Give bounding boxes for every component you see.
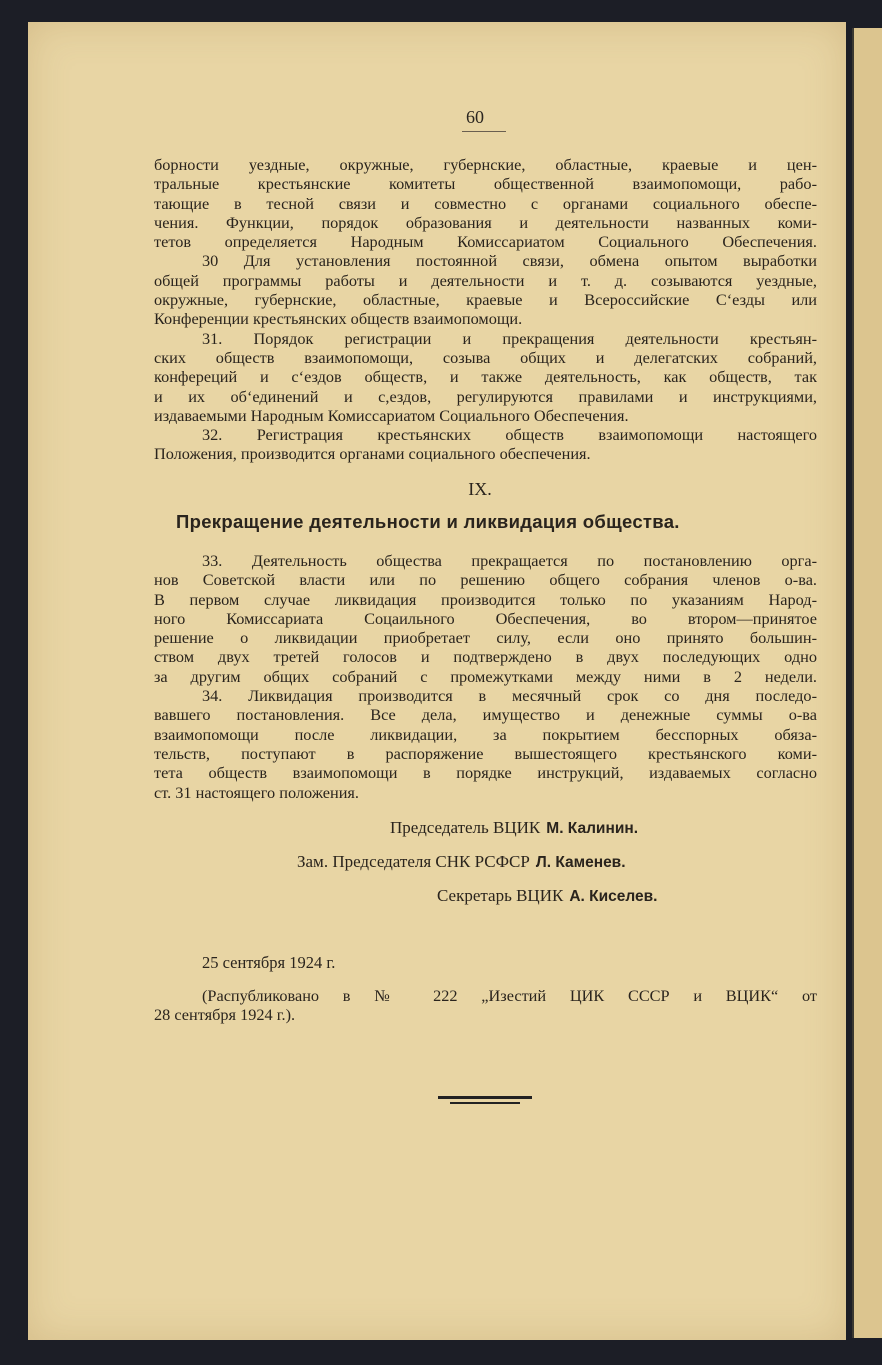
publication-line: (Распубликовано в № 222 „Изестий ЦИК СССР и ВЦИК“ от bbox=[202, 986, 817, 1005]
text-line: взаимопомощи после ликвидации, за покрытием бесспорных обяза- bbox=[154, 724, 817, 744]
text-line: окружные, губернские, областные, краевые и Всероссийские С‘езды или bbox=[154, 290, 817, 310]
text-line: тающие в тесной связи и совместно с органами социального обеспе- bbox=[154, 193, 817, 213]
text-line: решение о ликвидации приобретает силу, если оно принято большин- bbox=[154, 628, 817, 648]
text-line: конфереций и с‘ездов обществ, и также деятельность, как обществ, так bbox=[154, 367, 817, 387]
text-line: ст. 31 настоящего положения. bbox=[154, 782, 359, 802]
text-line: вавшего постановления. Все дела, имущество и денежные суммы о-ва bbox=[154, 705, 817, 725]
signature-role: Зам. Председателя СНК РСФСР bbox=[297, 852, 530, 871]
text-line: 30 Для установления постоянной связи, обмена опытом выработки bbox=[202, 251, 817, 271]
text-line: общей программы работы и деятельности и т. д. созываются уездные, bbox=[154, 270, 817, 290]
signature-name: М. Калинин. bbox=[546, 820, 639, 837]
next-page-edge bbox=[852, 28, 882, 1338]
text-line: 31. Порядок регистрации и прекращения деятельности крестьян- bbox=[202, 328, 817, 348]
signature-name: А. Киселев. bbox=[569, 888, 658, 905]
text-line: нов Советской власти или по решению общего собрания членов о-ва. bbox=[154, 570, 817, 590]
signature-role: Председатель ВЦИК bbox=[390, 818, 541, 837]
text-line: В первом случае ликвидация производится только по указаниям Народ- bbox=[154, 589, 817, 609]
text-line: ских обществ взаимопомощи, созыва общих и делегатских собраний, bbox=[154, 347, 817, 367]
text-line: тельств, поступают в распоряжение вышестоящего крестьянского коми- bbox=[154, 743, 817, 763]
page-number-underline bbox=[462, 131, 506, 132]
text-line: борности уездные, окружные, губернские, областные, краевые и цен- bbox=[154, 155, 817, 174]
publication-note bbox=[154, 986, 817, 1025]
text-block-articles-29-32 bbox=[154, 155, 817, 464]
text-line: 34. Ликвидация производится в месячный срок со дня последо- bbox=[202, 686, 817, 706]
text-line: издаваемыми Народным Комиссариатом Социального Обеспечения. bbox=[154, 405, 629, 425]
text-line: чения. Функции, порядок образования и деятельности названных коми- bbox=[154, 212, 817, 232]
text-line: ного Комиссариата Соцаильного Обеспечения, во втором—принятое bbox=[154, 608, 817, 628]
text-line: за другим общих собраний с промежутками между ними в 2 недели. bbox=[154, 666, 817, 686]
publication-line: 28 сентября 1924 г.). bbox=[154, 1005, 296, 1025]
end-ornament-rule bbox=[438, 1096, 532, 1106]
text-line: Конференции крестьянских обществ взаимопомощи. bbox=[154, 309, 523, 329]
text-line: тетов определяется Народным Комиссариатом Социального Обеспечения. bbox=[154, 232, 817, 252]
text-line: Положения, производится органами социального обеспечения. bbox=[154, 444, 591, 464]
text-line: тральные крестьянские комитеты общественной взаимопомощи, рабо- bbox=[154, 174, 817, 194]
page-number: 60 bbox=[466, 107, 484, 127]
text-line: ством двух третей голосов и подтверждено в двух последующих одно bbox=[154, 647, 817, 667]
signature-role: Секретарь ВЦИК bbox=[437, 886, 564, 905]
section-numeral: IX. bbox=[468, 479, 492, 499]
text-line: тета обществ взаимопомощи в порядке инструкций, издаваемых согласно bbox=[154, 763, 817, 783]
text-line: 32. Регистрация крестьянских обществ взаимопомощи настоящего bbox=[202, 425, 817, 445]
text-line: 33. Деятельность общества прекращается по постановлению орга- bbox=[202, 551, 817, 570]
signature-deputy-chairman bbox=[297, 852, 626, 872]
document-date: 25 сентября 1924 г. bbox=[202, 953, 336, 972]
signature-secretary bbox=[437, 886, 657, 906]
text-block-articles-33-34 bbox=[154, 551, 817, 802]
text-line: и их об‘единений и с,ездов, регулируются правилами и инструкциями, bbox=[154, 386, 817, 406]
signature-name: Л. Каменев. bbox=[535, 854, 626, 871]
signature-chairman bbox=[390, 818, 638, 838]
section-title: Прекращение деятельности и ликвидация общества. bbox=[176, 511, 680, 532]
